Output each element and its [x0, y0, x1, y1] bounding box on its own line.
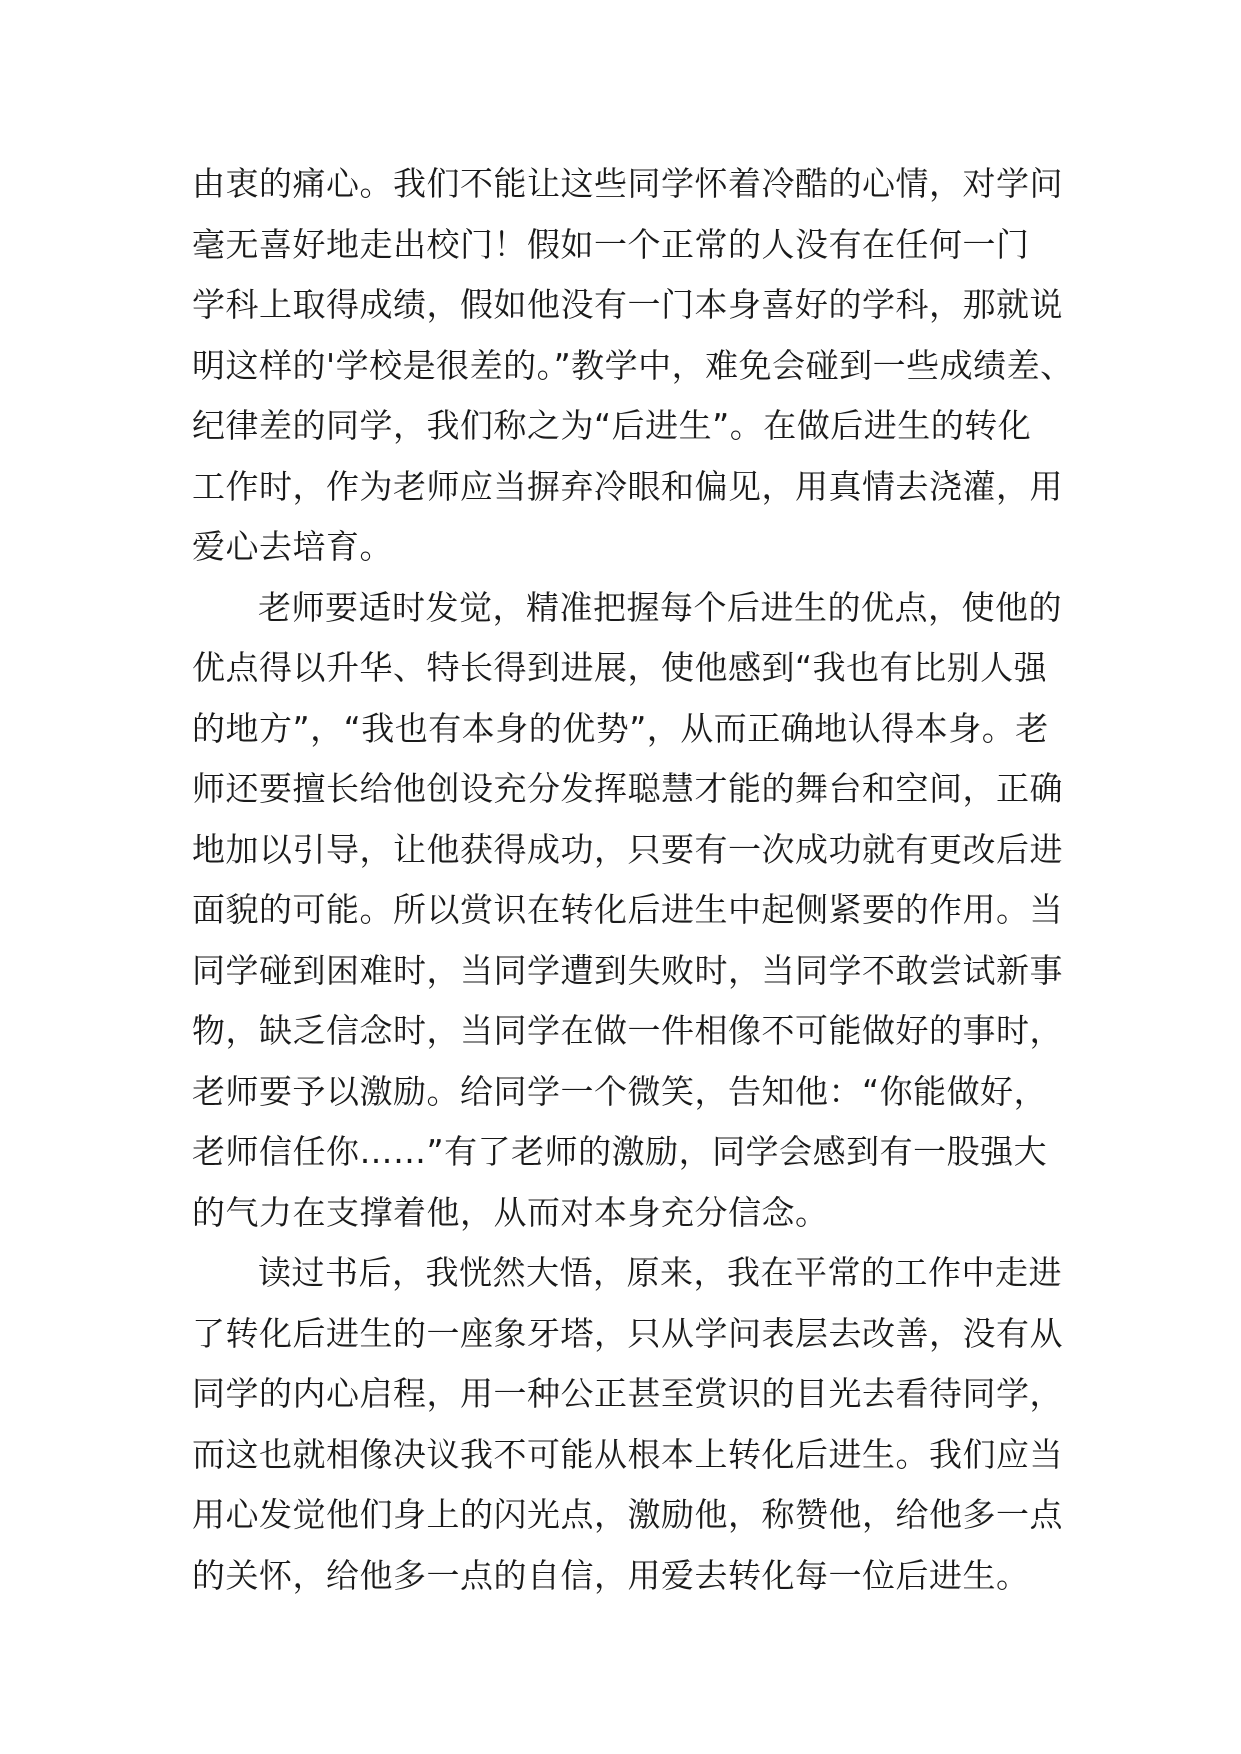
- text-line: 了转化后进生的一座象牙塔，只从学问表层去改善，没有从: [192, 1313, 1063, 1353]
- text-line: 面貌的可能。所以赏识在转化后进生中起侧紧要的作用。当: [192, 890, 1063, 929]
- text-line: 同学碰到困难时，当同学遭到失败时，当同学不敢尝试新事: [192, 950, 1063, 990]
- text-line: 明这样的'学校是很差的。”教学中，难免会碰到一些成绩差、: [192, 345, 1074, 385]
- text-line: 的地方”，“我也有本身的优势”，从而正确地认得本身。老: [192, 708, 1049, 748]
- text-line: 由衷的痛心。我们不能让这些同学怀着冷酷的心情，对学问: [192, 164, 1063, 203]
- text-line: 而这也就相像决议我不可能从根本上转化后进生。我们应当: [192, 1434, 1063, 1474]
- text-line: 地加以引导，让他获得成功，只要有一次成功就有更改后进: [192, 829, 1063, 869]
- paragraph-start-line: 老师要适时发觉，精准把握每个后进生的优点，使他的: [258, 587, 1062, 627]
- text-line: 同学的内心启程，用一种公正甚至赏识的目光去看待同学，: [192, 1374, 1063, 1413]
- text-line: 用心发觉他们身上的闪光点，激励他，称赞他，给他多一点: [192, 1495, 1063, 1534]
- text-line: 爱心去培育。: [192, 527, 393, 566]
- text-line: 纪律差的同学，我们称之为“后进生”。在做后进生的转化: [192, 406, 1032, 445]
- paragraph-start-line: 读过书后，我恍然大悟，原来，我在平常的工作中走进: [258, 1253, 1062, 1292]
- text-line: 毫无喜好地走出校门！假如一个正常的人没有在任何一门: [192, 224, 1030, 264]
- text-line: 老师要予以激励。给同学一个微笑，告知他：“你能做好，: [192, 1071, 1048, 1111]
- text-line: 老师信任你……”有了老师的激励，同学会感到有一股强大: [192, 1132, 1048, 1171]
- text-line: 工作时，作为老师应当摒弃冷眼和偏见，用真情去浇灌，用: [192, 466, 1063, 506]
- body-text: [192, 154, 1072, 1606]
- text-line: 物，缺乏信念时，当同学在做一件相像不可能做好的事时，: [192, 1011, 1063, 1050]
- text-line: 优点得以升华、特长得到进展，使他感到“我也有比别人强: [192, 648, 1048, 687]
- text-line: 师还要擅长给他创设充分发挥聪慧才能的舞台和空间，正确: [192, 769, 1063, 808]
- text-line: 学科上取得成绩，假如他没有一门本身喜好的学科，那就说: [192, 285, 1063, 324]
- text-line: 的气力在支撑着他，从而对本身充分信念。: [192, 1192, 829, 1232]
- text-line: 的关怀，给他多一点的自信，用爱去转化每一位后进生。: [192, 1555, 1030, 1595]
